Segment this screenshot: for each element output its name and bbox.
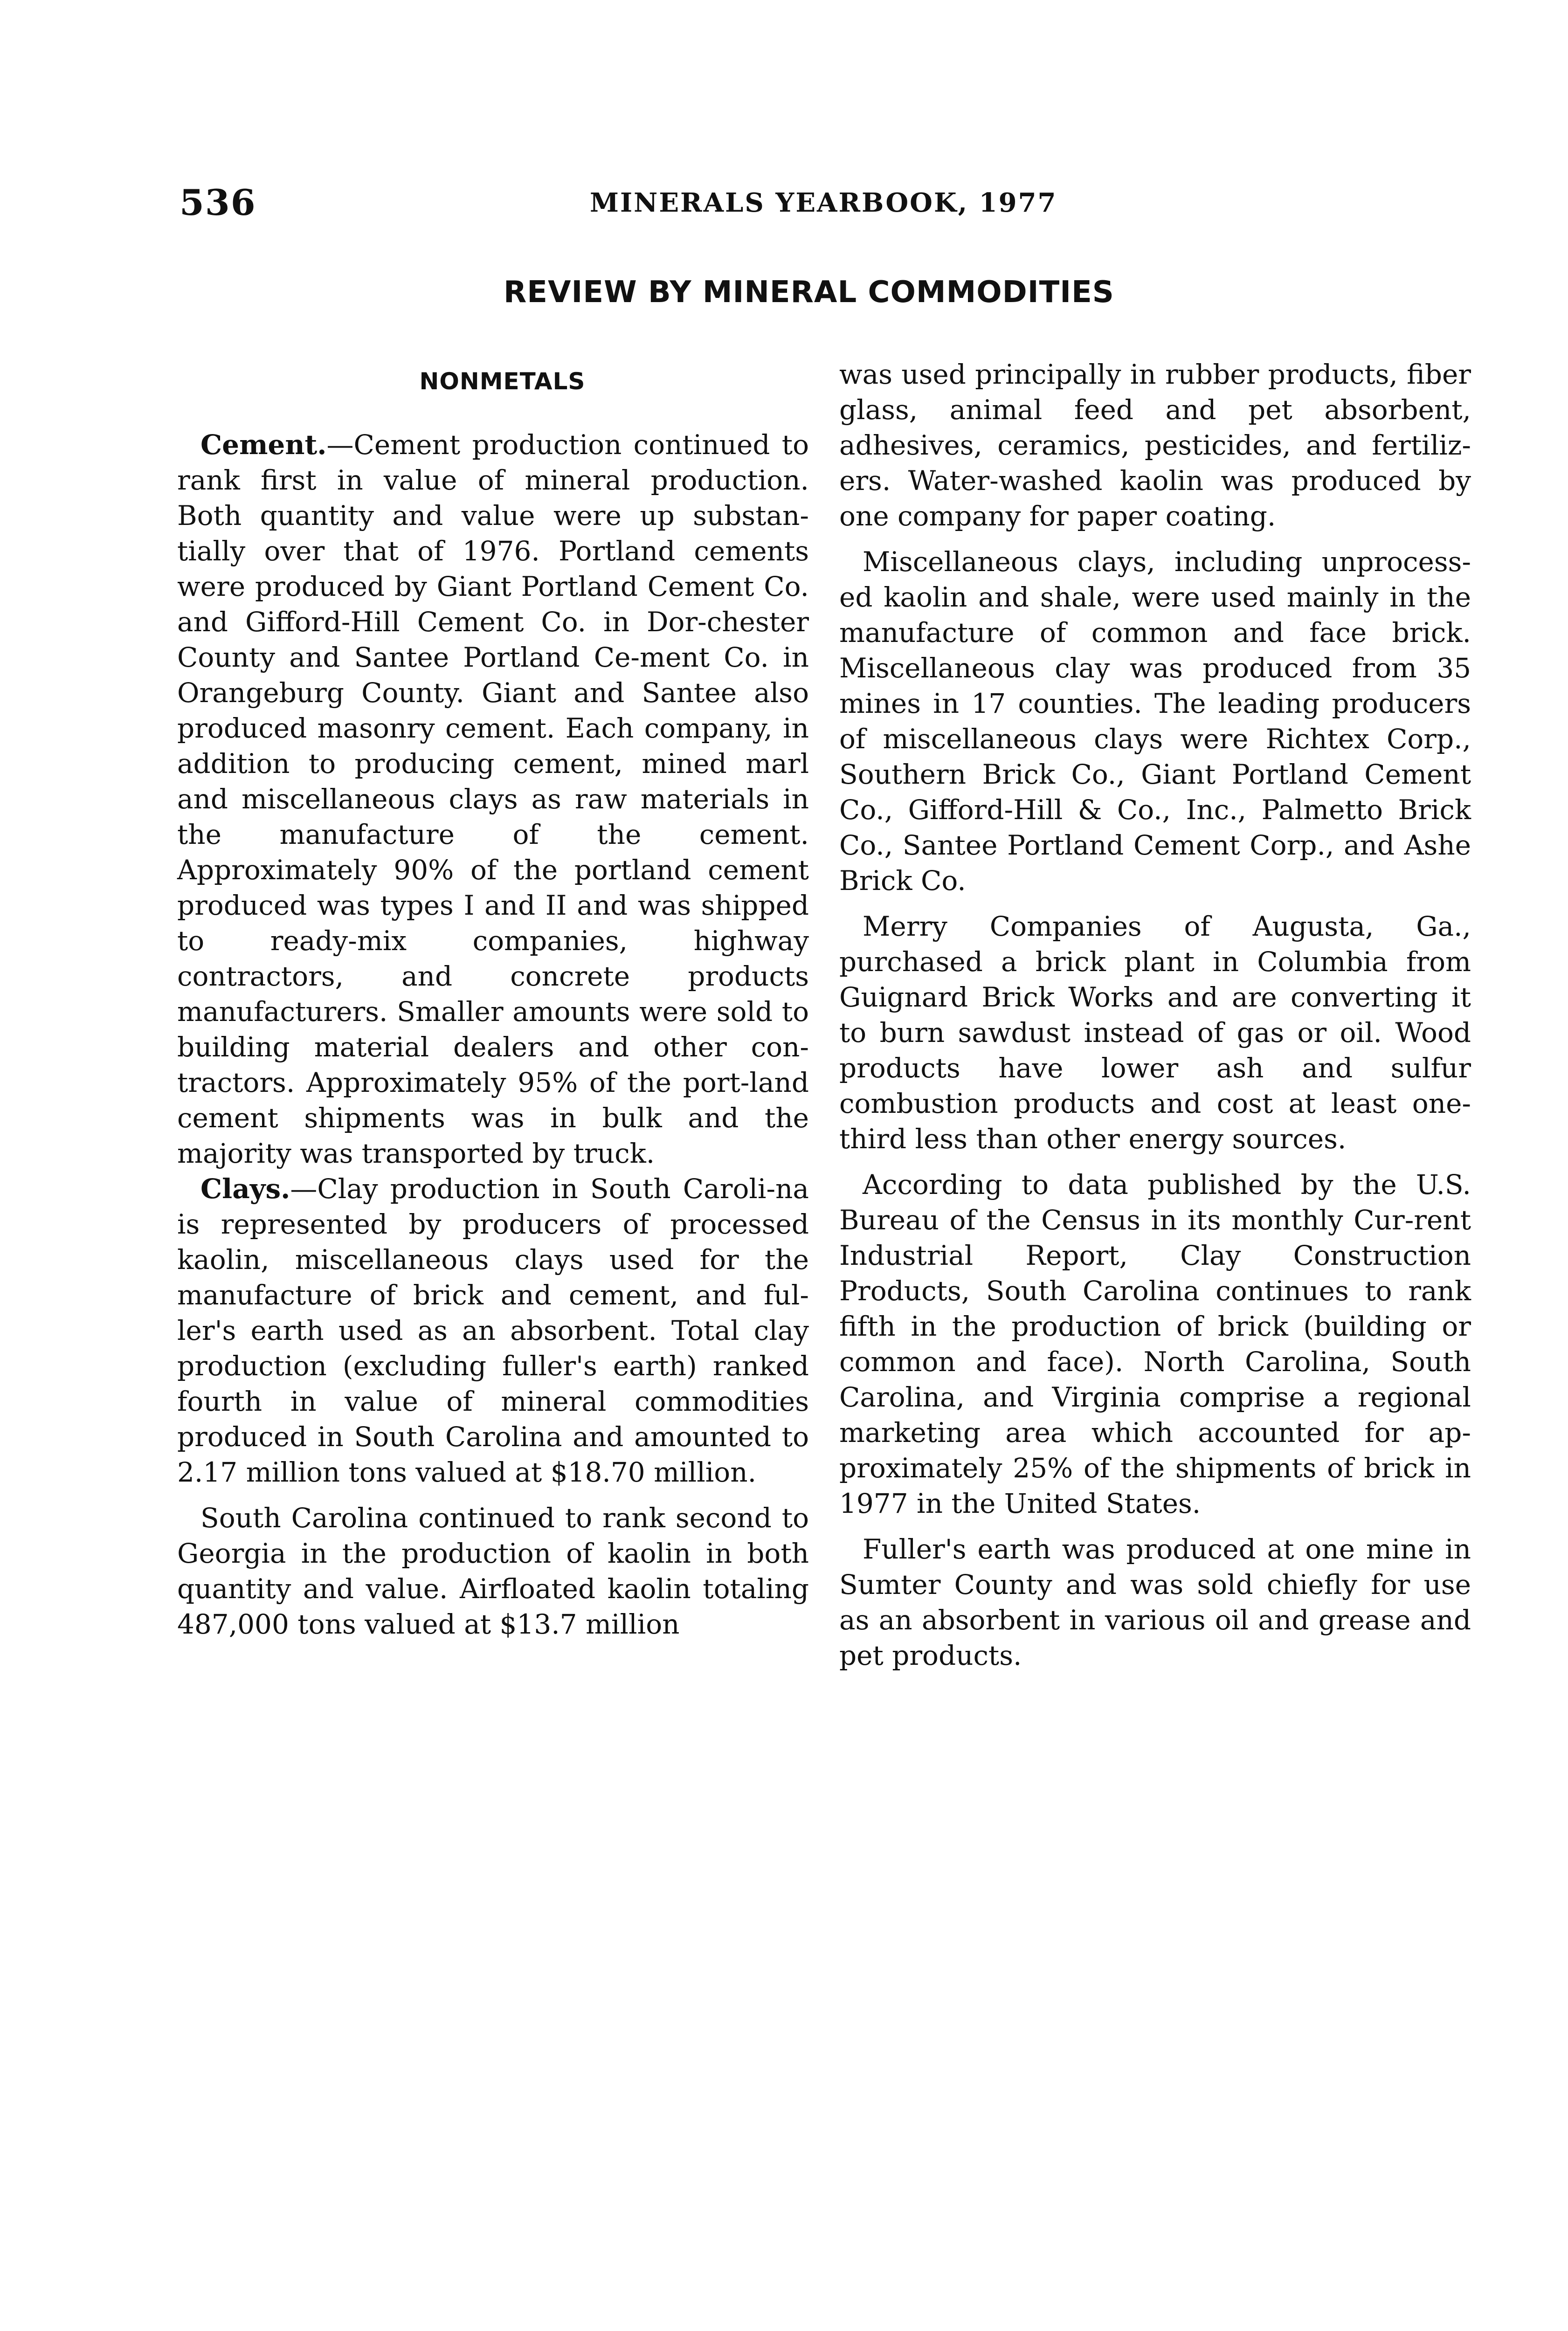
- page-number: 536: [180, 182, 256, 223]
- clays-text: —Clay production in South Caroli-na is represented by producers of processed kaolin, miscellaneous clays used for the manufacture of brick and cement, and ful-ler's earth used as an absorbent. Total clay production (excluding fuller's earth) ranked fourth in value of mineral commodities produced in South Carolina and amounted to 2.17 million tons valued at $18.70 million.: [177, 1173, 809, 1488]
- paragraph-cement: [177, 427, 809, 1171]
- cement-text: —Cement production continued to rank first in value of mineral production. Both quantity and value were up substan-tially over that of 1976. Portland cements were produced by Giant Portland Cement Co. and Gifford-Hill Cement Co. in Dor-chester County and Santee Portland Ce-ment Co. in Orangeburg County. Giant and Santee also produced masonry cement. Each company, in addition to producing cement, mined marl and miscellaneous clays as raw materials in the manufacture of the cement. Approximately 90% of the portland cement produced was types I and II and was shipped to ready-mix companies, highway contractors, and concrete products manufacturers. Smaller amounts were sold to building material dealers and other con-tractors. Approximately 95% of the port-land cement shipments was in bulk and the majority was transported by truck.: [177, 429, 809, 1169]
- paragraph-kaolin: South Carolina continued to rank second to Georgia in the production of kaolin in both quantity and value. Airfloated kaolin totaling 487,000 tons valued at $13.7 million: [177, 1502, 809, 1640]
- paragraph-census-data: According to data published by the U.S. Bureau of the Census in its monthly Cur-rent Industrial Report, Clay Construction Products, South Carolina continues to rank fifth in the production of brick (building or common and face). North Carolina, South Carolina, and Virginia comprise a regional marketing area which accounted for ap-proximately 25% of the shipments of brick in 1977 in the United States.: [839, 1169, 1471, 1519]
- paragraph-fullers-earth: Fuller's earth was produced at one mine in Sumter County and was sold chiefly for use as an absorbent in various oil and grease and pet products.: [839, 1533, 1471, 1671]
- section-title: REVIEW BY MINERAL COMMODITIES: [504, 275, 1114, 310]
- left-column: [177, 357, 809, 1642]
- right-column: [839, 357, 1471, 1673]
- cement-lead: Cement.: [200, 429, 327, 461]
- running-head: [180, 182, 1057, 224]
- paragraph-miscellaneous-clays: Miscellaneous clays, including unprocess-ed kaolin and shale, were used mainly in the manufacture of common and face brick. Miscellaneous clay was produced from 35 mines in 17 counties. The leading producers of miscellaneous clays were Richtex Corp., Southern Brick Co., Giant Portland Cement Co., Gifford-Hill & Co., Inc., Palmetto Brick Co., Santee Portland Cement Corp., and Ashe Brick Co.: [839, 546, 1471, 897]
- running-title: MINERALS YEARBOOK, 1977: [590, 187, 1057, 218]
- paragraph-merry-companies: Merry Companies of Augusta, Ga., purchased a brick plant in Columbia from Guignard Brick Works and are converting it to burn sawdust instead of gas or oil. Wood products have lower ash and sulfur combustion products and cost at least one-third less than other energy sources.: [839, 910, 1471, 1155]
- clays-lead: Clays.: [200, 1173, 290, 1205]
- paragraph-clays: [177, 1171, 809, 1490]
- paragraph-kaolin-continued: was used principally in rubber products, fiber glass, animal feed and pet absorbent, adhesives, ceramics, pesticides, and fertiliz-ers. Water-washed kaolin was produced by one company for paper coating.: [839, 359, 1471, 532]
- subheading-nonmetals: NONMETALS: [419, 368, 586, 395]
